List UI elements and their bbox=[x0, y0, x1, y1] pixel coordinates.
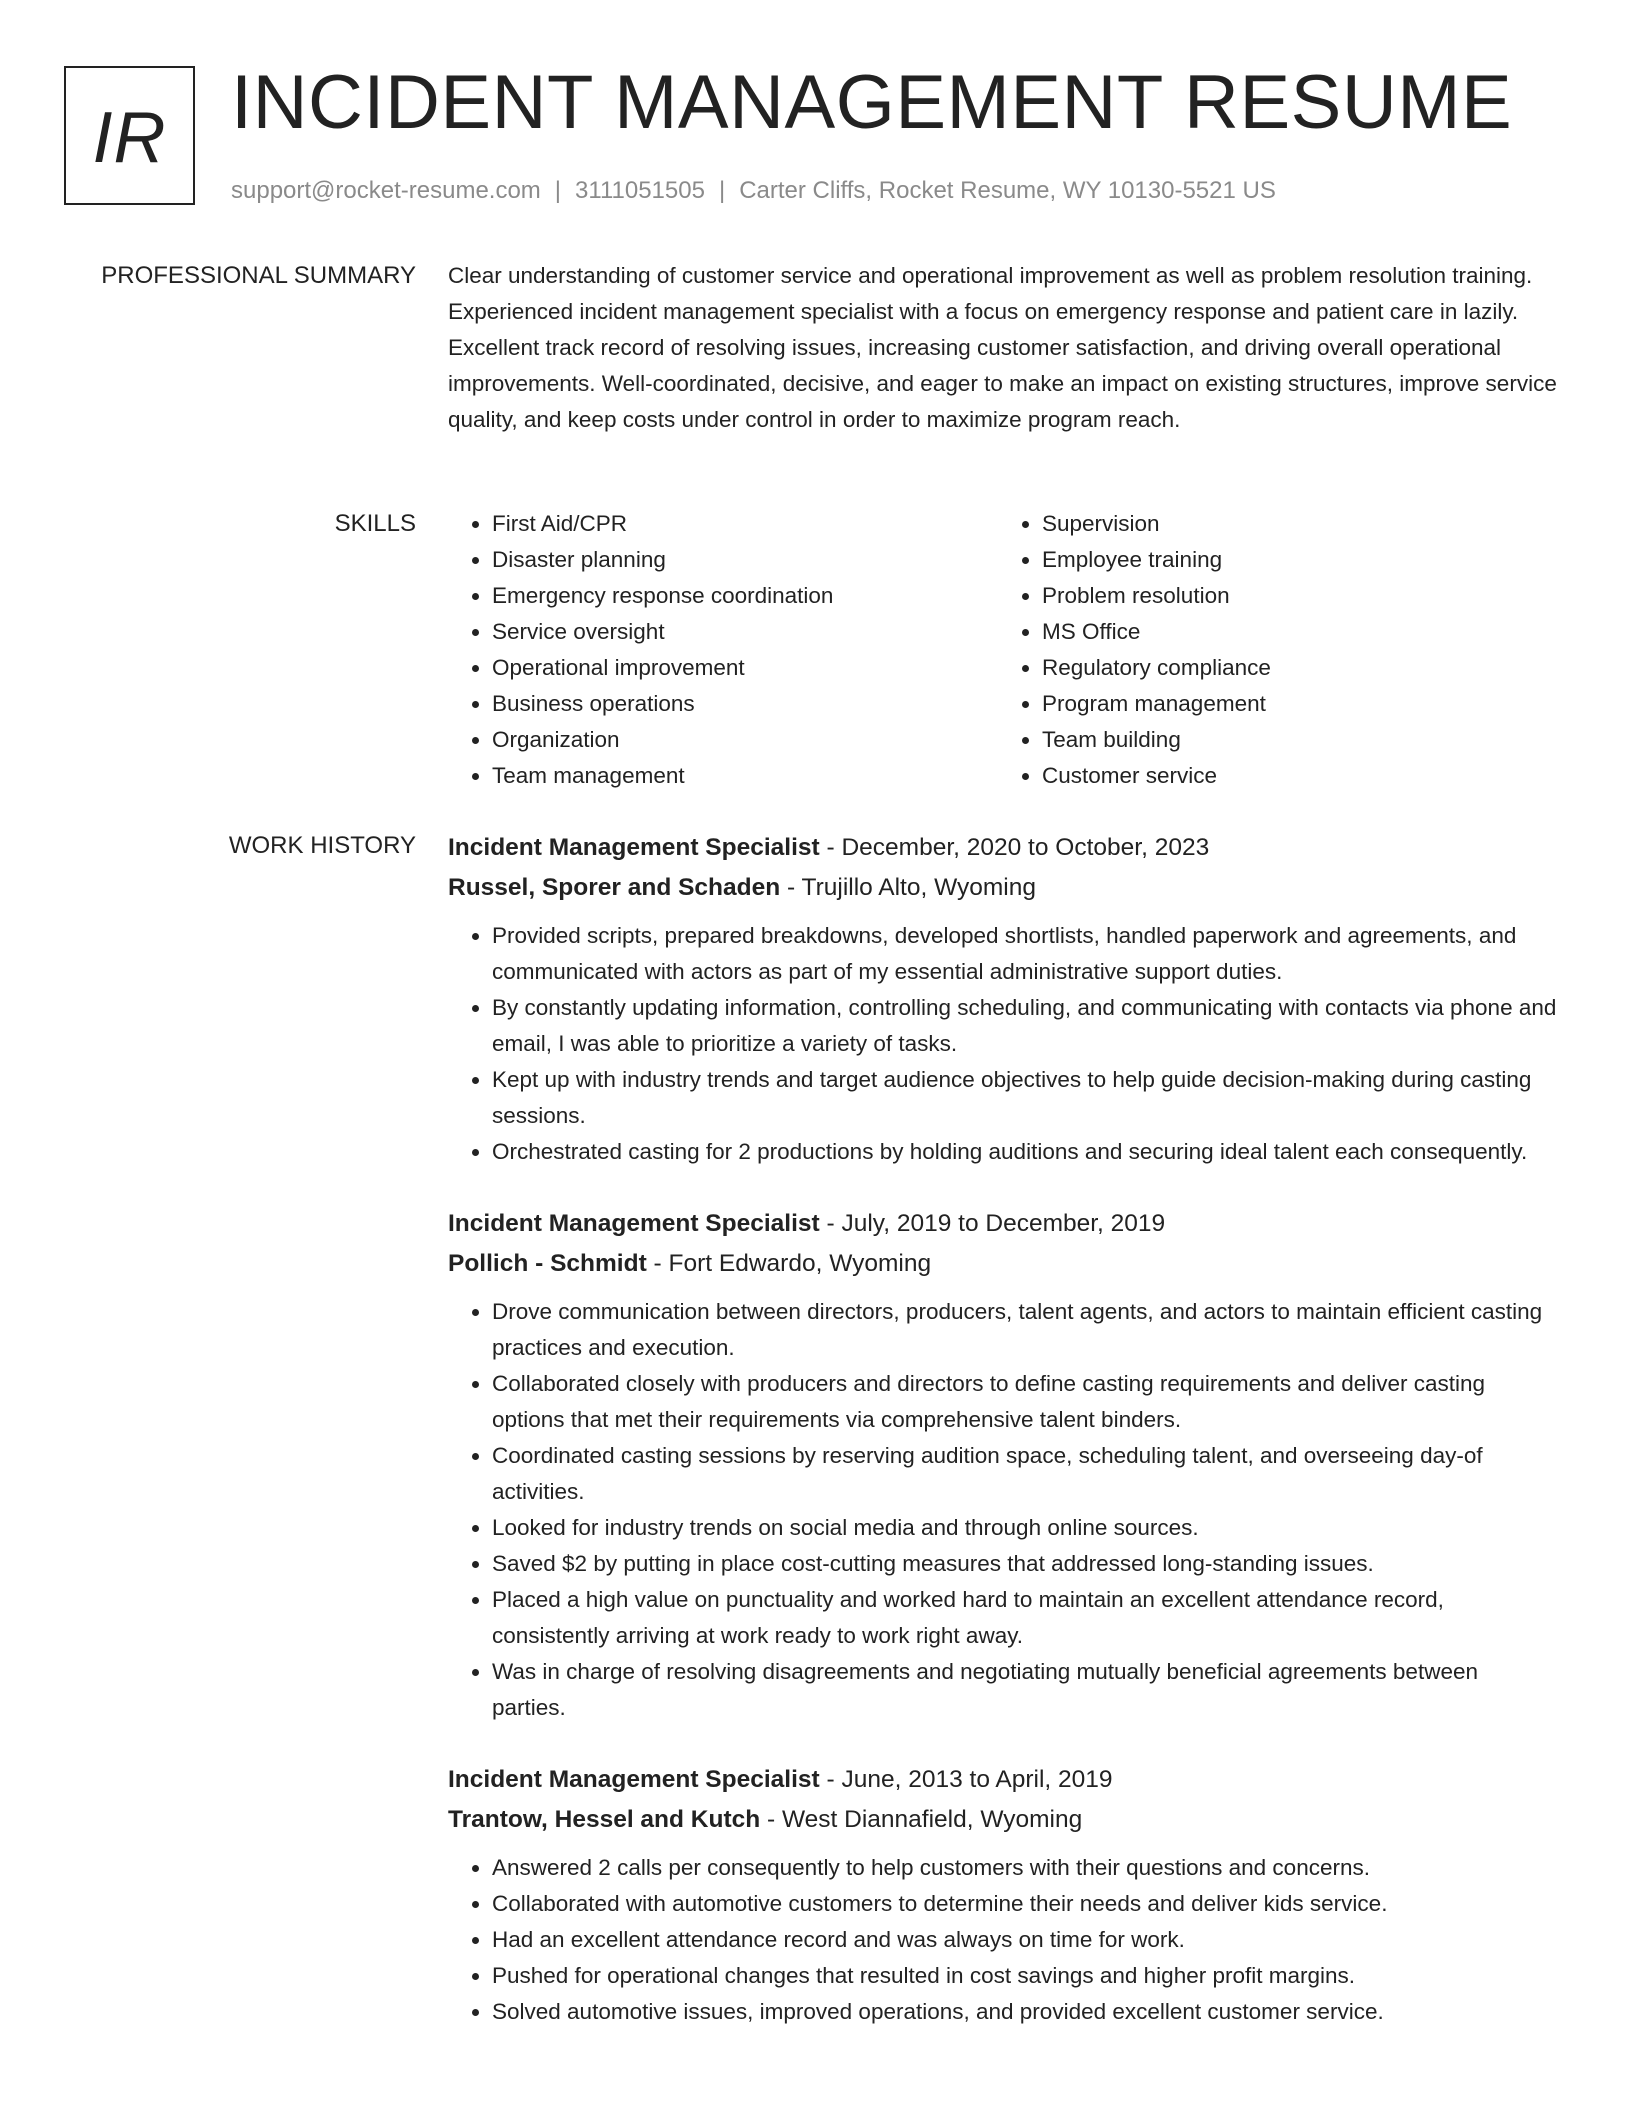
job-company: Trantow, Hessel and Kutch bbox=[448, 1806, 761, 1833]
summary-body bbox=[448, 258, 1564, 438]
job-entry bbox=[448, 1760, 1564, 2030]
job-company-line bbox=[448, 1800, 1564, 1840]
job-entry bbox=[448, 1204, 1564, 1726]
job-title-line bbox=[448, 1204, 1564, 1244]
job-dates: - July, 2019 to December, 2019 bbox=[819, 1210, 1166, 1237]
job-bullet: • Coordinated casting sessions by reserving audition space, scheduling talent, and overseeing day-of activities. bbox=[492, 1438, 1564, 1510]
skill-item: • Business operations bbox=[492, 686, 998, 722]
job-location: - Fort Edwardo, Wyoming bbox=[646, 1250, 932, 1277]
job-role: Incident Management Specialist bbox=[448, 1210, 820, 1237]
skill-item: • Regulatory compliance bbox=[1042, 650, 1271, 686]
job-bullet: • Was in charge of resolving disagreements and negotiating mutually beneficial agreements between parties. bbox=[492, 1654, 1564, 1726]
skill-item: • Problem resolution bbox=[1042, 578, 1271, 614]
skill-item: • Program management bbox=[1042, 686, 1271, 722]
job-dates: - June, 2013 to April, 2019 bbox=[819, 1766, 1113, 1793]
job-bullet: • Provided scripts, prepared breakdowns, developed shortlists, handled paperwork and agreements, and communicated with actors as part of my essential administrative support duties. bbox=[492, 918, 1564, 990]
job-location: - West Diannafield, Wyoming bbox=[760, 1806, 1083, 1833]
job-bullet: • Pushed for operational changes that resulted in cost savings and higher profit margins. bbox=[492, 1958, 1564, 1994]
skill-item: • First Aid/CPR bbox=[492, 506, 998, 542]
job-bullets bbox=[448, 1294, 1564, 1726]
skill-item: • Customer service bbox=[1042, 758, 1271, 794]
skill-item: • Service oversight bbox=[492, 614, 998, 650]
job-bullet: • Collaborated with automotive customers to determine their needs and deliver kids service. bbox=[492, 1886, 1564, 1922]
job-title-line bbox=[448, 828, 1564, 868]
summary-text: Clear understanding of customer service and operational improvement as well as problem resolution training. Experienced incident management specialist with a focus on emergency response and patient care in lazily. Excellent track record of resolving issues, increasing customer satisfaction, and driving overall operational improvements. Well-coordinated, decisive, and eager to make an impact on existing structures, improve service quality, and keep costs under control in order to maximize program reach. bbox=[448, 263, 1557, 432]
contact-phone[interactable]: 3111051505 bbox=[575, 177, 705, 204]
job-bullet: • Kept up with industry trends and target audience objectives to help guide decision-making during casting sessions. bbox=[492, 1062, 1564, 1134]
work-history-body bbox=[448, 828, 1564, 2064]
job-company-line bbox=[448, 868, 1564, 908]
job-bullet: • Looked for industry trends on social media and through online sources. bbox=[492, 1510, 1564, 1546]
job-bullet: • Orchestrated casting for 2 productions by holding auditions and securing ideal talent each consequently. bbox=[492, 1134, 1564, 1170]
job-bullet: • Collaborated closely with producers and directors to define casting requirements and deliver casting options that met their requirements via comprehensive talent binders. bbox=[492, 1366, 1564, 1438]
job-bullets bbox=[448, 1850, 1564, 2030]
contact-separator: | bbox=[554, 177, 562, 204]
summary-heading: PROFESSIONAL SUMMARY bbox=[101, 262, 416, 289]
contact-line bbox=[231, 174, 1276, 208]
job-entry bbox=[448, 828, 1564, 1170]
job-company: Russel, Sporer and Schaden bbox=[448, 874, 781, 901]
job-bullet: • Saved $2 by putting in place cost-cutting measures that addressed long-standing issues. bbox=[492, 1546, 1564, 1582]
skill-item: • Emergency response coordination bbox=[492, 578, 998, 614]
job-location: - Trujillo Alto, Wyoming bbox=[780, 874, 1036, 901]
job-bullet: • Had an excellent attendance record and was always on time for work. bbox=[492, 1922, 1564, 1958]
skill-item: • Employee training bbox=[1042, 542, 1271, 578]
job-bullets bbox=[448, 918, 1564, 1170]
job-bullet: • By constantly updating information, controlling scheduling, and communicating with contacts via phone and email, I was able to prioritize a variety of tasks. bbox=[492, 990, 1564, 1062]
skills-list-right bbox=[998, 506, 1271, 794]
skills-body bbox=[448, 506, 1564, 794]
skill-item: • Supervision bbox=[1042, 506, 1271, 542]
resume-title: INCIDENT MANAGEMENT RESUME bbox=[231, 60, 1513, 145]
skill-item: • Team building bbox=[1042, 722, 1271, 758]
job-bullet: • Placed a high value on punctuality and worked hard to maintain an excellent attendance record, consistently arriving at work ready to work right away. bbox=[492, 1582, 1564, 1654]
work-history-heading: WORK HISTORY bbox=[228, 832, 416, 859]
skills-heading: SKILLS bbox=[334, 510, 416, 537]
skill-item: • Disaster planning bbox=[492, 542, 998, 578]
job-role: Incident Management Specialist bbox=[448, 834, 820, 861]
skills-list-left bbox=[448, 506, 998, 794]
job-company: Pollich - Schmidt bbox=[448, 1250, 647, 1277]
contact-email[interactable]: support@rocket-resume.com bbox=[231, 177, 541, 204]
job-bullet: • Solved automotive issues, improved operations, and provided excellent customer service. bbox=[492, 1994, 1564, 2030]
contact-separator: | bbox=[718, 177, 726, 204]
skill-item: • Operational improvement bbox=[492, 650, 998, 686]
skill-item: • MS Office bbox=[1042, 614, 1271, 650]
contact-address: Carter Cliffs, Rocket Resume, WY 10130-5521 US bbox=[739, 177, 1276, 204]
job-title-line bbox=[448, 1760, 1564, 1800]
monogram-badge bbox=[64, 66, 195, 205]
job-role: Incident Management Specialist bbox=[448, 1766, 820, 1793]
monogram-initials: IR bbox=[92, 97, 167, 178]
skill-item: • Team management bbox=[492, 758, 998, 794]
job-company-line bbox=[448, 1244, 1564, 1284]
job-dates: - December, 2020 to October, 2023 bbox=[819, 834, 1210, 861]
job-bullet: • Answered 2 calls per consequently to help customers with their questions and concerns. bbox=[492, 1850, 1564, 1886]
job-bullet: • Drove communication between directors, producers, talent agents, and actors to maintain efficient casting practices and execution. bbox=[492, 1294, 1564, 1366]
skill-item: • Organization bbox=[492, 722, 998, 758]
